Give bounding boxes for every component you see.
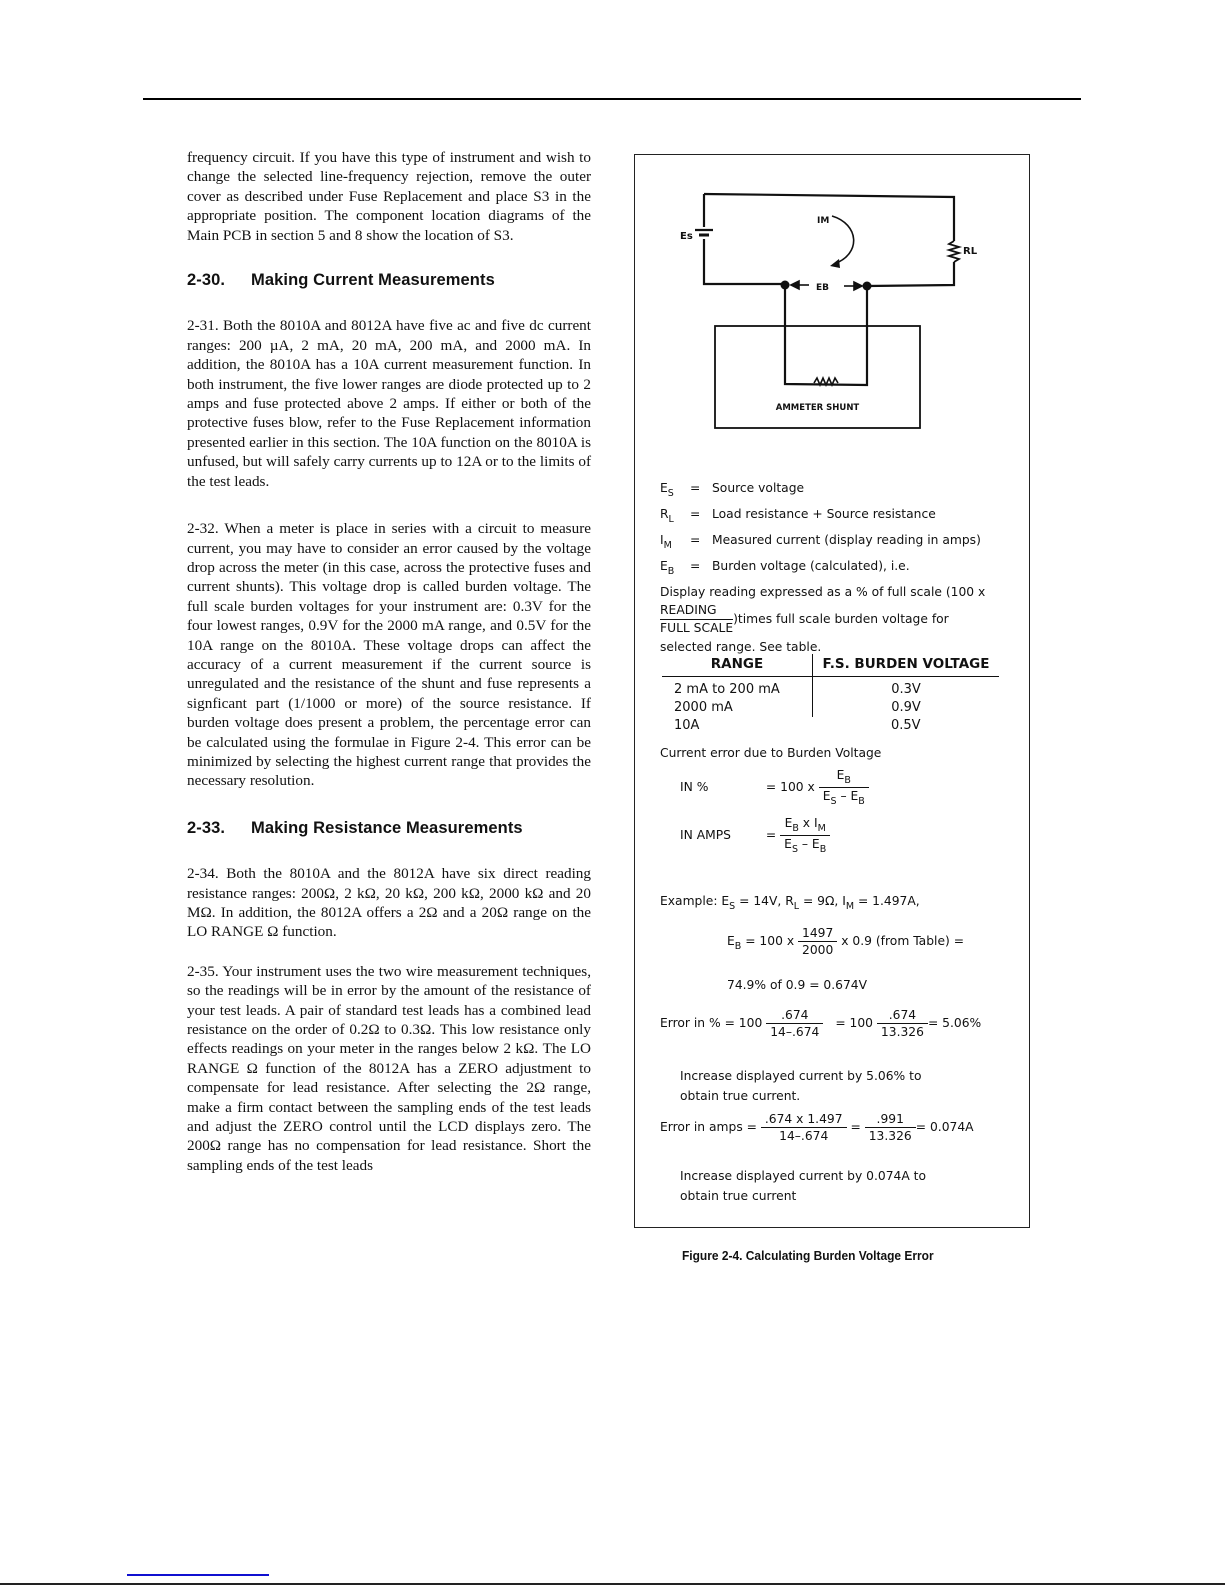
paragraph-intro: frequency circuit. If you have this type of instrument and wish to change the selected line-frequency rejection, remove the outer cover as described under Fuse Replacement and place S3 in the appropriate position. The component location diagrams of the Main PCB in section 5 and 8 show the location of S3.	[187, 149, 591, 244]
error-percent-formula: Error in % = 100 $\frac{.674}{14-.674}$ = 100 $\frac{.674}{13.326}$ = 5.06%	[660, 1008, 982, 1039]
definition-im: $I_M$ = Measured current (display reading in amps)	[660, 533, 981, 551]
label-rl: RL	[963, 246, 978, 257]
wire-left-bottom	[704, 239, 785, 284]
column-header-burden: F.S. BURDEN VOLTAGE	[813, 654, 1000, 677]
label-eb: EB	[816, 283, 830, 293]
section-number: 2-30.	[187, 271, 226, 290]
reading-fraction-line: $\frac{\text{READING}}{\text{FULL SCALE}}$ )times full scale burden voltage for	[660, 603, 949, 635]
increase-percent-note: Increase displayed current by 5.06% to obtain true current.	[680, 1069, 922, 1103]
paragraph-2-34: 2-34. Both the 8010A and the 8012A have six direct reading resistance ranges: 200Ω, 2 kΩ, 20 kΩ, 200 kΩ, 2000 kΩ and 20 MΩ. In addition, the 8012A offers a 2Ω and a 20Ω range on the LO RANGE Ω function.	[187, 865, 591, 941]
wire-shunt-loop	[785, 284, 867, 385]
label-ammeter-shunt: AMMETER SHUNT	[775, 403, 860, 413]
selected-range-line: selected range. See table.	[660, 640, 822, 654]
node-right	[863, 282, 872, 291]
paragraph-2-31: 2-31. Both the 8010A and 8012A have five ac and five dc current ranges: 200 µA, 2 mA, 20 mA, 200 mA, and 2000 mA. In addition, the 8010A has a 10A current measurement function. In both instrument, the five lower ranges are diode protected up to 2 amps and fuse protected above 2 amps. If either or both of the protective fuses blow, refer to the Fuse Replacement information presented earlier in this section. The 10A function on the 8010A is unfused, but will safely carry currents up to 12A or to the limits of the test leads.	[187, 317, 591, 490]
header-rule	[143, 98, 1081, 100]
table-row: 10A 0.5V	[674, 718, 921, 733]
definitions	[660, 478, 985, 657]
current-arrow-icon	[832, 216, 854, 264]
node-left	[781, 281, 790, 290]
table-row: 2000 mA 0.9V	[662, 699, 999, 717]
section-title: Making Resistance Measurements	[251, 818, 523, 837]
paragraph-2-32: 2-32. When a meter is place in series with a circuit to measure current, you may have to consider an error caused by the voltage drop across the meter (in this case, across the protective fuses and current shunts). This voltage drop is called burden voltage. The full scale burden voltages for your instrument are: 0.3V for the four lowest ranges, 0.9V for the 2000 mA range, and 0.5V for the 10A range on the 8010A. These voltage drops can affect the accuracy of a current measurement if the current source is unregulated and the resistance of the shunt and fuse represents a signficant part (1/1000 or more) of the source resistance. If burden voltage does present a problem, the percentage error can be calculated using the formulae in Figure 2-4. This error can be minimized by selecting the highest current range that provides the necessary resolution.	[187, 520, 591, 790]
definition-rl: $R_L$ = Load resistance + Source resistance	[660, 507, 936, 525]
section-heading-2-33	[187, 819, 591, 838]
percent-of-line: 74.9% of 0.9 = 0.674V	[727, 978, 868, 992]
left-column	[187, 148, 591, 1175]
definition-es: $E_S$ = Source voltage	[660, 481, 805, 499]
example-line: Example: $E_S = 14V$, $R_L = 9\Omega$, $I_M = 1.497A$,	[660, 894, 920, 912]
label-im: IM	[817, 216, 830, 226]
section-title: Making Current Measurements	[251, 271, 495, 290]
increase-amps-note: Increase displayed current by 0.074A to obtain true current	[680, 1169, 927, 1203]
definition-eb: $E_B$ = Burden voltage (calculated), i.e.	[660, 559, 910, 577]
wire-right-bottom	[867, 262, 954, 286]
figure-caption: Figure 2-4. Calculating Burden Voltage Error	[682, 1248, 934, 1263]
label-es: Es	[680, 231, 693, 242]
current-error-title: Current error due to Burden Voltage	[660, 746, 882, 760]
battery-icon	[695, 230, 713, 235]
section-heading-2-30	[187, 271, 591, 290]
eb-calculation: $E_B = 100$ x $\frac{1497}{2000}$ x 0.9 (from Table) =	[727, 926, 965, 957]
paragraph-2-35: 2-35. Your instrument uses the two wire measurement techniques, so the readings will be in error by the amount of the resistance of your test leads. A pair of standard test leads has a combined lead resistance on the order of 0.2Ω to 0.3Ω. This low resistance only effects readings on your meter in the ranges below 2 kΩ. The LO RANGE Ω function of the 8012A has a ZERO adjustment to compensate for lead resistance. After selecting the 2Ω range, make a firm contact between the sampling ends of the test leads and adjust the ZERO control until the LCD displays zero. The 200Ω range has no compensation for lead resistance. Short the sampling ends of the test leads	[187, 962, 591, 1174]
burden-voltage-table	[662, 654, 999, 735]
load-resistor-icon	[949, 241, 959, 262]
circuit-diagram	[634, 154, 1030, 444]
section-number: 2-33.	[187, 818, 226, 837]
formula-in-percent: IN % = 100 x $\frac{E_B}{E_S - E_B}$	[680, 768, 869, 807]
error-amps-formula: Error in amps = $\frac{.674 x 1.497}{14-.674}$ = $\frac{.991}{13.326}$ = 0.074A	[660, 1112, 974, 1143]
formula-in-amps: IN AMPS = $\frac{E_B x I_M}{E_S - E_B}$	[680, 816, 830, 855]
column-header-range: RANGE	[662, 654, 813, 677]
table-row: 2 mA to 200 mA 0.3V	[662, 677, 999, 700]
display-reading-line: Display reading expressed as a % of full scale (100 x	[660, 585, 986, 599]
page-link-underline[interactable]	[127, 1574, 269, 1576]
